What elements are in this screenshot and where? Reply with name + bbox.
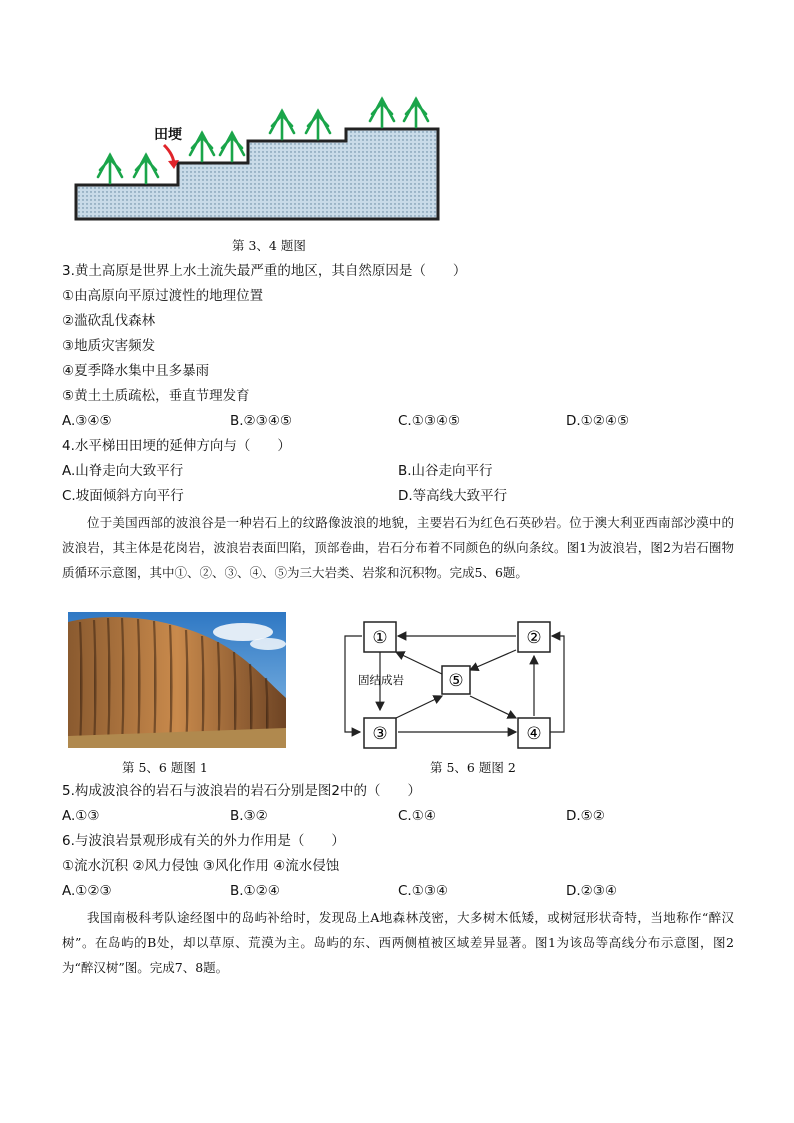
question-4-option-d[interactable]: D.等高线大致平行 — [398, 488, 508, 504]
question-6-items: ①流水沉积 ②风力侵蚀 ③风化作用 ④流水侵蚀 — [62, 858, 340, 874]
figure-caption-5-6-1: 第 5、6 题图 1 — [122, 760, 208, 775]
figure-caption-3-4: 第 3、4 题图 — [232, 238, 306, 253]
question-6-option-c[interactable]: C.①③④ — [398, 883, 449, 899]
question-4-option-b[interactable]: B.山谷走向平行 — [398, 463, 493, 479]
question-3-option-c[interactable]: C.①③④⑤ — [398, 413, 461, 429]
question-6-option-a[interactable]: A.①②③ — [62, 883, 112, 899]
node-1: ① — [372, 628, 388, 648]
question-3-item-5: ⑤黄土土质疏松，垂直节理发育 — [62, 388, 250, 404]
question-5-option-a[interactable]: A.①③ — [62, 808, 100, 824]
figure-caption-5-6-2: 第 5、6 题图 2 — [430, 760, 516, 775]
question-5-option-b[interactable]: B.③② — [230, 808, 268, 824]
passage-5-6: 位于美国西部的波浪谷是一种岩石上的纹路像波浪的地貌，主要岩石为红色石英砂岩。位于澳大利亚西南部沙漠中的波浪岩，其主体是花岗岩，波浪岩表面凹陷，顶部卷曲，岩石分布着不同颜色的纵向条纹。图1为波浪岩，图2为岩石圈物质循环示意图，其中①、②、③、④、⑤为三大岩类、岩浆和沉积物。完成5、6题。 — [62, 515, 734, 580]
node-2: ② — [526, 628, 542, 648]
edge-label: 固结成岩 — [358, 673, 404, 687]
question-3-item-2: ②滥砍乱伐森林 — [62, 313, 156, 329]
question-6-option-b[interactable]: B.①②④ — [230, 883, 280, 899]
question-4-stem: 4.水平梯田田埂的延伸方向与（ ） — [62, 438, 291, 454]
question-3-item-3: ③地质灾害频发 — [62, 338, 156, 354]
terrace-figure — [70, 95, 450, 227]
question-3-item-1: ①由高原向平原过渡性的地理位置 — [62, 288, 264, 304]
question-3-item-4: ④夏季降水集中且多暴雨 — [62, 363, 210, 379]
question-3-option-b[interactable]: B.②③④⑤ — [230, 413, 292, 429]
question-6-option-d[interactable]: D.②③④ — [566, 883, 617, 899]
question-5-option-c[interactable]: C.①④ — [398, 808, 436, 824]
question-3-option-a[interactable]: A.③④⑤ — [62, 413, 112, 429]
node-3: ③ — [372, 724, 388, 744]
node-5: ⑤ — [448, 671, 464, 691]
question-5-option-d[interactable]: D.⑤② — [566, 808, 605, 824]
passage-7-8: 我国南极科考队途经图中的岛屿补给时，发现岛上A地森林茂密，大多树木低矮，或树冠形状奇特，当地称作“醉汉树”。在岛屿的B处，却以草原、荒漠为主。岛屿的东、西两侧植被区域差异显著。图1为该岛等高线分布示意图，图2为“醉汉树”图。完成7、8题。 — [62, 910, 734, 975]
terrace-ridge-label: 田埂 — [154, 127, 182, 143]
question-3-stem: 3.黄土高原是世界上水土流失最严重的地区，其自然原因是（ ） — [62, 263, 467, 279]
question-4-option-a[interactable]: A.山脊走向大致平行 — [62, 463, 184, 479]
question-4-option-c[interactable]: C.坡面倾斜方向平行 — [62, 488, 184, 504]
terrace-profile — [76, 129, 438, 219]
question-5-stem: 5.构成波浪谷的岩石与波浪岩的岩石分别是图2中的（ ） — [62, 783, 421, 799]
node-4: ④ — [526, 724, 542, 744]
rock-cycle-diagram — [340, 612, 570, 752]
question-6-stem: 6.与波浪岩景观形成有关的外力作用是（ ） — [62, 833, 345, 849]
question-3-option-d[interactable]: D.①②④⑤ — [566, 413, 630, 429]
wave-rock-photo — [68, 612, 286, 748]
